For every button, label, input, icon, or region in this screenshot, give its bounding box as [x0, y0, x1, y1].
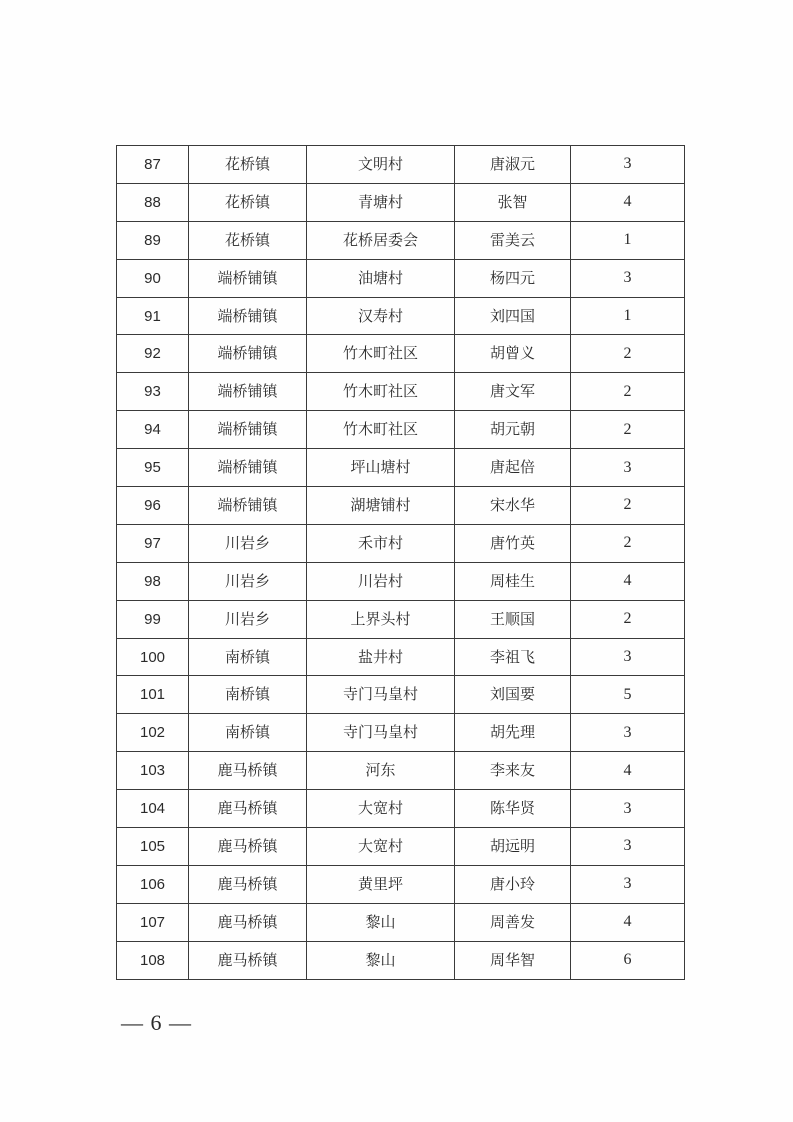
- person-name-cell: 唐文军: [455, 373, 571, 411]
- count-cell: 3: [571, 828, 685, 866]
- person-name-cell: 宋水华: [455, 487, 571, 525]
- table-row: [117, 487, 685, 525]
- table-row: [117, 752, 685, 790]
- town-cell: 南桥镇: [189, 676, 307, 714]
- village-cell: 川岩村: [307, 562, 455, 600]
- town-cell: 鹿马桥镇: [189, 941, 307, 979]
- town-cell: 川岩乡: [189, 562, 307, 600]
- person-name-cell: 李来友: [455, 752, 571, 790]
- town-cell: 鹿马桥镇: [189, 903, 307, 941]
- row-number-cell: 102: [117, 714, 189, 752]
- count-cell: 3: [571, 865, 685, 903]
- count-cell: 3: [571, 638, 685, 676]
- row-number-cell: 93: [117, 373, 189, 411]
- count-cell: 3: [571, 449, 685, 487]
- row-number-cell: 95: [117, 449, 189, 487]
- count-cell: 4: [571, 903, 685, 941]
- person-name-cell: 胡曾义: [455, 335, 571, 373]
- town-cell: 端桥铺镇: [189, 373, 307, 411]
- village-cell: 禾市村: [307, 524, 455, 562]
- person-name-cell: 胡先理: [455, 714, 571, 752]
- person-name-cell: 刘四国: [455, 297, 571, 335]
- person-name-cell: 杨四元: [455, 259, 571, 297]
- row-number-cell: 104: [117, 790, 189, 828]
- row-number-cell: 96: [117, 487, 189, 525]
- row-number-cell: 97: [117, 524, 189, 562]
- village-cell: 青塘村: [307, 183, 455, 221]
- table-row: [117, 676, 685, 714]
- town-cell: 南桥镇: [189, 714, 307, 752]
- table-row: [117, 600, 685, 638]
- person-name-cell: 刘国要: [455, 676, 571, 714]
- table-row: [117, 183, 685, 221]
- town-cell: 花桥镇: [189, 183, 307, 221]
- village-cell: 花桥居委会: [307, 221, 455, 259]
- count-cell: 4: [571, 562, 685, 600]
- row-number-cell: 92: [117, 335, 189, 373]
- person-name-cell: 陈华贤: [455, 790, 571, 828]
- town-cell: 端桥铺镇: [189, 335, 307, 373]
- table-row: [117, 790, 685, 828]
- village-cell: 河东: [307, 752, 455, 790]
- village-cell: 坪山塘村: [307, 449, 455, 487]
- town-cell: 南桥镇: [189, 638, 307, 676]
- village-cell: 大宽村: [307, 790, 455, 828]
- table-row: [117, 865, 685, 903]
- table-row: [117, 146, 685, 184]
- village-cell: 寺门马皇村: [307, 714, 455, 752]
- row-number-cell: 99: [117, 600, 189, 638]
- village-cell: 黎山: [307, 941, 455, 979]
- table-row: [117, 259, 685, 297]
- row-number-cell: 108: [117, 941, 189, 979]
- person-name-cell: 唐淑元: [455, 146, 571, 184]
- row-number-cell: 103: [117, 752, 189, 790]
- row-number-cell: 87: [117, 146, 189, 184]
- count-cell: 5: [571, 676, 685, 714]
- roster-table-body: [117, 146, 685, 980]
- person-name-cell: 唐起倍: [455, 449, 571, 487]
- person-name-cell: 胡远明: [455, 828, 571, 866]
- town-cell: 鹿马桥镇: [189, 828, 307, 866]
- person-name-cell: 周华智: [455, 941, 571, 979]
- village-cell: 黎山: [307, 903, 455, 941]
- table-row: [117, 411, 685, 449]
- page-number: — 6 —: [121, 1010, 192, 1035]
- person-name-cell: 王顺国: [455, 600, 571, 638]
- count-cell: 6: [571, 941, 685, 979]
- count-cell: 2: [571, 487, 685, 525]
- table-row: [117, 524, 685, 562]
- village-cell: 大宽村: [307, 828, 455, 866]
- village-cell: 文明村: [307, 146, 455, 184]
- table-row: [117, 941, 685, 979]
- row-number-cell: 101: [117, 676, 189, 714]
- town-cell: 川岩乡: [189, 524, 307, 562]
- village-cell: 汉寿村: [307, 297, 455, 335]
- village-cell: 寺门马皇村: [307, 676, 455, 714]
- count-cell: 3: [571, 714, 685, 752]
- town-cell: 川岩乡: [189, 600, 307, 638]
- table-row: [117, 562, 685, 600]
- person-name-cell: 胡元朝: [455, 411, 571, 449]
- town-cell: 端桥铺镇: [189, 259, 307, 297]
- person-name-cell: 李祖飞: [455, 638, 571, 676]
- village-cell: 竹木町社区: [307, 335, 455, 373]
- town-cell: 端桥铺镇: [189, 297, 307, 335]
- person-name-cell: 周桂生: [455, 562, 571, 600]
- table-row: [117, 221, 685, 259]
- town-cell: 花桥镇: [189, 221, 307, 259]
- row-number-cell: 94: [117, 411, 189, 449]
- count-cell: 2: [571, 335, 685, 373]
- village-cell: 黄里坪: [307, 865, 455, 903]
- person-name-cell: 唐小玲: [455, 865, 571, 903]
- count-cell: 2: [571, 600, 685, 638]
- count-cell: 3: [571, 259, 685, 297]
- row-number-cell: 105: [117, 828, 189, 866]
- village-cell: 油塘村: [307, 259, 455, 297]
- count-cell: 3: [571, 146, 685, 184]
- count-cell: 1: [571, 297, 685, 335]
- village-cell: 盐井村: [307, 638, 455, 676]
- village-cell: 竹木町社区: [307, 373, 455, 411]
- row-number-cell: 100: [117, 638, 189, 676]
- row-number-cell: 90: [117, 259, 189, 297]
- row-number-cell: 106: [117, 865, 189, 903]
- village-cell: 竹木町社区: [307, 411, 455, 449]
- count-cell: 2: [571, 524, 685, 562]
- row-number-cell: 88: [117, 183, 189, 221]
- row-number-cell: 98: [117, 562, 189, 600]
- town-cell: 端桥铺镇: [189, 449, 307, 487]
- town-cell: 鹿马桥镇: [189, 790, 307, 828]
- table-row: [117, 373, 685, 411]
- count-cell: 1: [571, 221, 685, 259]
- roster-table: [116, 145, 685, 980]
- count-cell: 2: [571, 411, 685, 449]
- town-cell: 花桥镇: [189, 146, 307, 184]
- table-row: [117, 335, 685, 373]
- row-number-cell: 107: [117, 903, 189, 941]
- count-cell: 2: [571, 373, 685, 411]
- count-cell: 4: [571, 183, 685, 221]
- count-cell: 4: [571, 752, 685, 790]
- town-cell: 鹿马桥镇: [189, 865, 307, 903]
- town-cell: 鹿马桥镇: [189, 752, 307, 790]
- village-cell: 湖塘铺村: [307, 487, 455, 525]
- table-row: [117, 714, 685, 752]
- person-name-cell: 张智: [455, 183, 571, 221]
- table-row: [117, 449, 685, 487]
- table-row: [117, 297, 685, 335]
- table-row: [117, 828, 685, 866]
- town-cell: 端桥铺镇: [189, 487, 307, 525]
- table-row: [117, 903, 685, 941]
- row-number-cell: 91: [117, 297, 189, 335]
- town-cell: 端桥铺镇: [189, 411, 307, 449]
- row-number-cell: 89: [117, 221, 189, 259]
- person-name-cell: 唐竹英: [455, 524, 571, 562]
- person-name-cell: 周善发: [455, 903, 571, 941]
- person-name-cell: 雷美云: [455, 221, 571, 259]
- village-cell: 上界头村: [307, 600, 455, 638]
- count-cell: 3: [571, 790, 685, 828]
- table-row: [117, 638, 685, 676]
